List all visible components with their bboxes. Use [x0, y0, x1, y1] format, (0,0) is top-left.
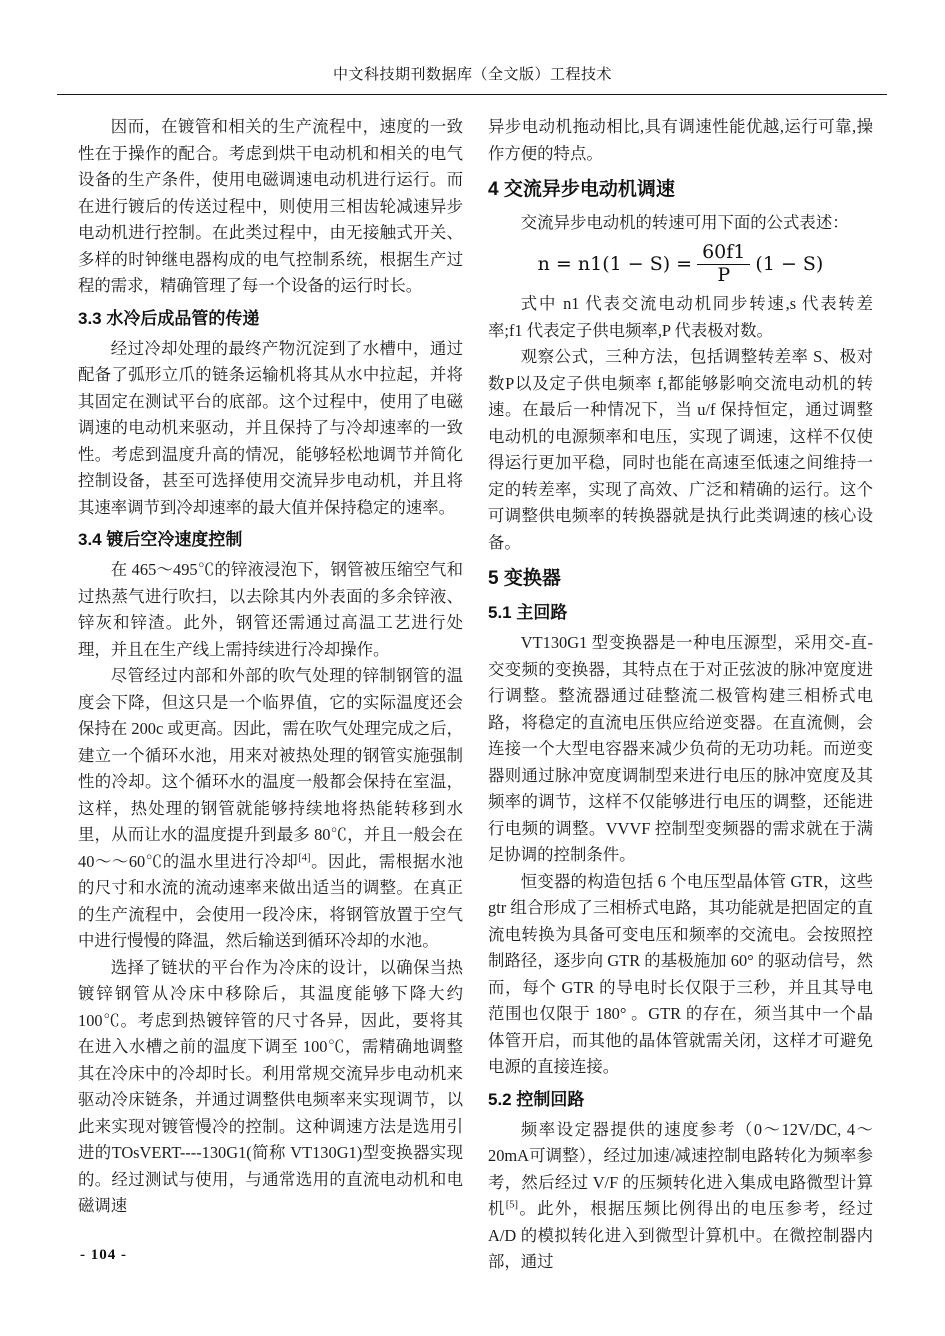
paragraph-cooling-bed: 选择了链状的平台作为冷床的设计，以确保当热镀锌钢管从冷床中移除后，其温度能够下降大约 100℃。考虑到热镀锌管的尺寸各异，因此，要将其在进入水槽之前的温度下调至 100℃，需精确地调整其在冷床中的冷却时长。利用常规交流异步电动机来驱动冷床链条，并通过调整供电频率来实现调节，以此来实现对镀管慢冷的控制。这种调速方法是选用引进的TOsVERT----130G1(简称 VT130G1)型变换器实现的。经过测试与使用，与通常选用的直流电动机和电磁调速 [78, 957, 463, 1215]
paragraph-main-circuit: VT130G1 型变换器是一种电压源型，采用交-直-交变频的变换器，其特点在于对正弦波的脉冲宽度进行调整。整流器通过硅整流二极管构建三相桥式电路，将稳定的直流电压供应给逆变器。在直流侧，会连接一个大型电容器来减少负荷的无功功耗。而逆变器则通过脉冲宽度调制型来进行电压的脉冲宽度及其频率的调节，这样不仅能够进行电压的调整，还能进行电频的调整。VVVF 控制型变频器的需求就在于满足协调的控制条件。 [488, 633, 873, 865]
heading-5: 5 变换器 [488, 568, 561, 590]
right-column [488, 114, 873, 1276]
two-column-body [78, 114, 873, 1276]
paragraph-zinc-bath: 在 465～495℃的锌液浸泡下，钢管被压缩空气和过热蒸气进行吹扫，以去除其内外表面的多余锌液、锌灰和锌渣。此外，钢管还需通过高温工艺进行处理，并且在生产线上需持续进行冷却操作。 [78, 560, 463, 659]
left-column [78, 114, 463, 1276]
heading-3-3: 3.3 水冷后成品管的传递 [78, 308, 260, 328]
text-run: 频率设定器提供的速度参考（0～12V/DC, 4～20mA可调整），经过加速/减速控制电路转化为频率参考，然后经过 V/F 的压频转化进入集成电路微型计算机 [488, 1119, 873, 1219]
paragraph-gtr: 恒变器的构造包括 6 个电压型晶体管 GTR，这些gtr 组合形成了三相桥式电路，其功能就是把固定的直流电转换为具备可变电压和频率的交流电。会按照控制路径，逐步向 GTR 的基极施加 60° 的驱动信号，然而，每个 GTR 的导电时长仅限于三秒，并且其导电范围也仅限于 180° 。GTR 的存在，须当其中一个晶体管开启，而其他的晶体管就需关闭，这样才可避免电源的直接连接。 [488, 871, 873, 1077]
paragraph-continuation: 异步电动机拖动相比,具有调速性能优越,运行可靠,操作方便的特点。 [488, 117, 873, 163]
paragraph-formula-intro: 交流异步电动机的转速可用下面的公式表述： [520, 213, 849, 232]
page-number: - 104 - [80, 1247, 127, 1263]
text-run: 。此外，根据压频比例得出的电压参考，经过 A/D 的模拟转化进入到微型计算机中。在微控制器内部，通过 [488, 1199, 873, 1272]
formula-fraction [697, 242, 750, 288]
heading-3-4: 3.4 镀后空冷速度控制 [78, 530, 243, 549]
fraction-denominator: P [717, 264, 731, 287]
paragraph-cooling-pool [78, 663, 463, 955]
text-run: 尽管经过内部和外部的吹气处理的锌制钢管的温度会下降，但这只是一个临界值，它的实际温度还会保持在 200c 或更高。因此，需在吹气处理完成之后，建立一个循环水池，用来对被热处理的钢管实施强制性的冷却。这个循环水的温度一般都会保持在室温，这样，热处理的钢管就能够持续地将热能转移到水里，从而让水的温度提升到最多 80℃，并且一般会在40～～60℃的温水里进行冷却 [78, 666, 463, 871]
formula-lhs: n = n1(1 − S) = [537, 253, 693, 276]
header-divider [57, 94, 887, 95]
heading-5-1: 5.1 主回路 [488, 603, 568, 623]
paragraph-plating-process: 因而，在镀管和相关的生产流程中，速度的一致性在于操作的配合。考虑到烘干电动机和相关的电气设备的生产条件，使用电磁调速电动机进行运行。而在进行镀后的传送过程中，则使用三相齿轮减速异步电动机进行控制。在此类过程中，由无接触式开关、多样的时钟继电器构成的电气控制系统，根据生产过程的需求，精确管理了每一个设备的运行时长。 [78, 117, 463, 295]
heading-4: 4 交流异步电动机调速 [488, 179, 675, 200]
paragraph-control-circuit [488, 1117, 873, 1276]
fraction-numerator: 60f1 [697, 242, 750, 266]
text-run: 。因此，需根据水池的尺寸和水流的流动速率来做出适当的调整。在真正的生产流程中，会使用一段冷床，将钢管放置于空气中进行慢慢的降温，然后输送到循环冷却的水池。 [78, 851, 464, 950]
citation-ref-4: [4] [298, 852, 311, 864]
heading-5-2: 5.2 控制回路 [488, 1089, 585, 1109]
citation-ref-5: [5] [505, 1199, 518, 1211]
paragraph-formula-legend: 式中 n1 代表交流电动机同步转速,s 代表转差率;f1 代表定子供电频率,P 代表极对数。 [488, 294, 873, 340]
speed-formula [488, 242, 873, 288]
paragraph-water-cooling-transfer: 经过冷却处理的最终产物沉淀到了水槽中，通过配备了弧形立爪的链条运输机将其从水中拉起，并将其固定在测试平台的底部。这个过程中，使用了电磁调速的电动机来驱动，并且保持了与冷却速率的一致性。考虑到温度升高的情况，能够轻松地调节并简化控制设备，甚至可选择使用交流异步电动机，并且将其速率调节到冷却速率的最大值并保持稳定的速率。 [78, 338, 463, 517]
formula-rhs: (1 − S) [755, 253, 824, 276]
paragraph-speed-regulation: 观察公式，三种方法，包括调整转差率 S、极对数P以及定子供电频率 f,都能够影响交流电动机的转速。在最后一种情况下，当 u/f 保持恒定，通过调整电动机的电源频率和电压，实现了调速，这样不仅使得运行更加平稳，同时也能在高速至低速之间维持一定的转差率，实现了高效、广泛和精确的运行。这个可调整供电频率的转换器就是执行此类调速的核心设备。 [488, 347, 873, 552]
journal-header-title: 中文科技期刊数据库（全文版）工程技术 [332, 67, 612, 83]
